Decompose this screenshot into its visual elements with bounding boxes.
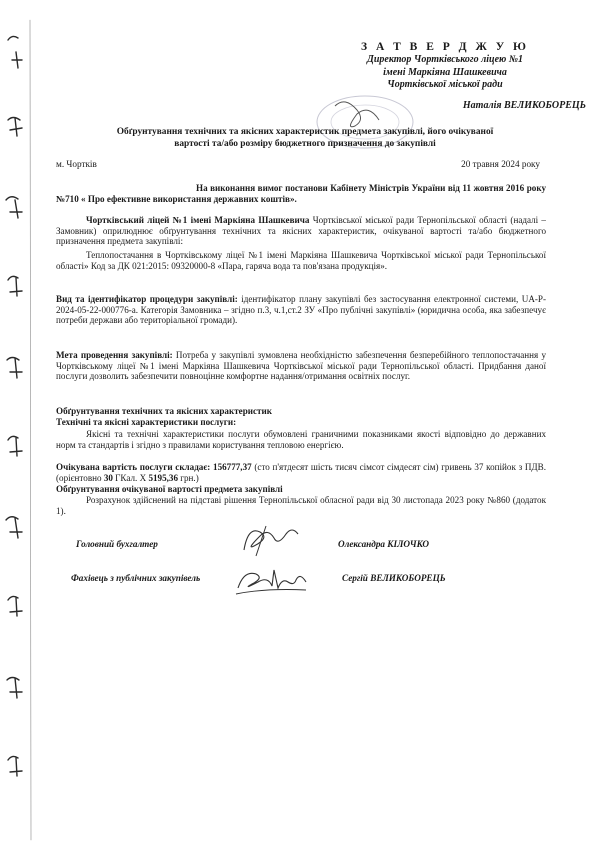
procedure-text: ідентифікатор плану закупівлі без застосування електронної системи, UA-P-2024-05-22-000776-a. Категорія Замовника – згідно п.3, ч.1,ст.2 ЗУ «Про публічні закупівлі» (юридична особа, яка забезпечує потреби держави або територіальної громади).: [56, 294, 546, 326]
cost-end: грн.): [178, 472, 199, 483]
body-paragraph-1: [56, 215, 546, 247]
goal-text: Потреба у закупівлі зумовлена необхідністю забезпечення безперебійного теплопостачання у Чортківському ліцеї №1 імені Маркіяна Шашкевича Чортківської міської ради Тернопільської області. Придбання даної послуги дозволить забезпечити повноцінне комфортне надання/отримання освітніх послуг.: [56, 350, 546, 382]
title-line1: Обґрунтування технічних та якісних характеристик предмета закупівлі, його очікуваної: [116, 127, 494, 137]
title-line2: вартості та/або розміру бюджетного призначення до закупівлі: [174, 139, 436, 149]
goal-paragraph: [56, 350, 546, 382]
signature-mark-1: [236, 520, 306, 560]
body-paragraph-2: Теплопостачання в Чортківському ліцеї №1 імені Маркіяна Шашкевича Чортківської міської ради Тернопільської області» Код за ДК 021:2015: 09320000-8 «Пара, гаряча вода та пов'язана продукція».: [56, 250, 546, 271]
approval-line3: Чортківської міської ради: [387, 79, 503, 90]
approval-line1: Директор Чортківського ліцею №1: [367, 54, 523, 65]
calc-text: Розрахунок здійснений на підставі рішення Тернопільської обласної ради від 30 листопада 2023 року №860 (додаток 1).: [56, 495, 546, 516]
signature-role-1: Головний бухгалтер: [76, 539, 158, 549]
intro-paragraph: На виконання вимог постанови Кабінету Міністрів України від 11 жовтня 2016 року №710 « Про ефективне використання державних коштів».: [56, 183, 546, 204]
signature-name-1: Олександра КІЛОЧКО: [338, 539, 430, 549]
cost-price: 5195,36: [148, 472, 178, 483]
document-date: 20 травня 2024 року: [461, 159, 540, 169]
procedure-paragraph: [56, 294, 546, 326]
document-title: [62, 126, 548, 150]
place: м. Чортків: [56, 159, 97, 169]
approval-signer: Наталія ВЕЛИКОБОРЕЦЬ: [462, 99, 586, 111]
procedure-label: Вид та ідентифікатор процедури закупівлі:: [56, 294, 238, 304]
cost-words: (сто п'ятдесят шість тисяч сімсот сімдесят сім) гривень 37 копійок з ПДВ. (орієнтовно: [56, 462, 546, 483]
signature-name-2: Сергій ВЕЛИКОБОРЕЦЬ: [342, 573, 446, 583]
cost-label: Очікувана вартість послуги складає:: [56, 462, 211, 472]
approval-heading: З А Т В Е Р Д Ж У Ю: [361, 41, 529, 53]
organization-name: Чортківський ліцей №1 імені Маркіяна Шашкевича: [86, 215, 310, 225]
cost-qty: 30: [103, 472, 113, 483]
body1-text: Чортківської міської ради Тернопільської області (надалі – Замовник) оприлюднює обґрунтування технічних та якісних характеристик, очікуваної вартості та/або бюджетного призначення предмета закупівлі:: [56, 215, 546, 247]
calc-heading: Обґрунтування очікуваної вартості предмета закупівлі: [56, 484, 283, 494]
justification-subheading: Технічні та якісні характеристики послуги:: [56, 417, 237, 427]
cost-paragraph: [56, 462, 546, 483]
binding-edge: [0, 0, 42, 856]
signature-role-2: Фахівець з публічних закупівель: [71, 573, 201, 583]
cost-value: 156777,37: [213, 462, 252, 472]
justification-text: Якісні та технічні характеристики послуги обумовлені граничними показниками якості відповідно до державних норм та стандартів і згідно з правилами користування тепловою енергією.: [56, 429, 546, 450]
cost-unit: ГКал. Х: [112, 472, 149, 483]
signature-mark-2: [232, 560, 316, 600]
goal-label: Мета проведення закупівлі:: [56, 350, 173, 360]
justification-heading: Обґрунтування технічних та якісних характеристик: [56, 406, 272, 416]
approval-line2: імені Маркіяна Шашкевича: [383, 66, 507, 78]
